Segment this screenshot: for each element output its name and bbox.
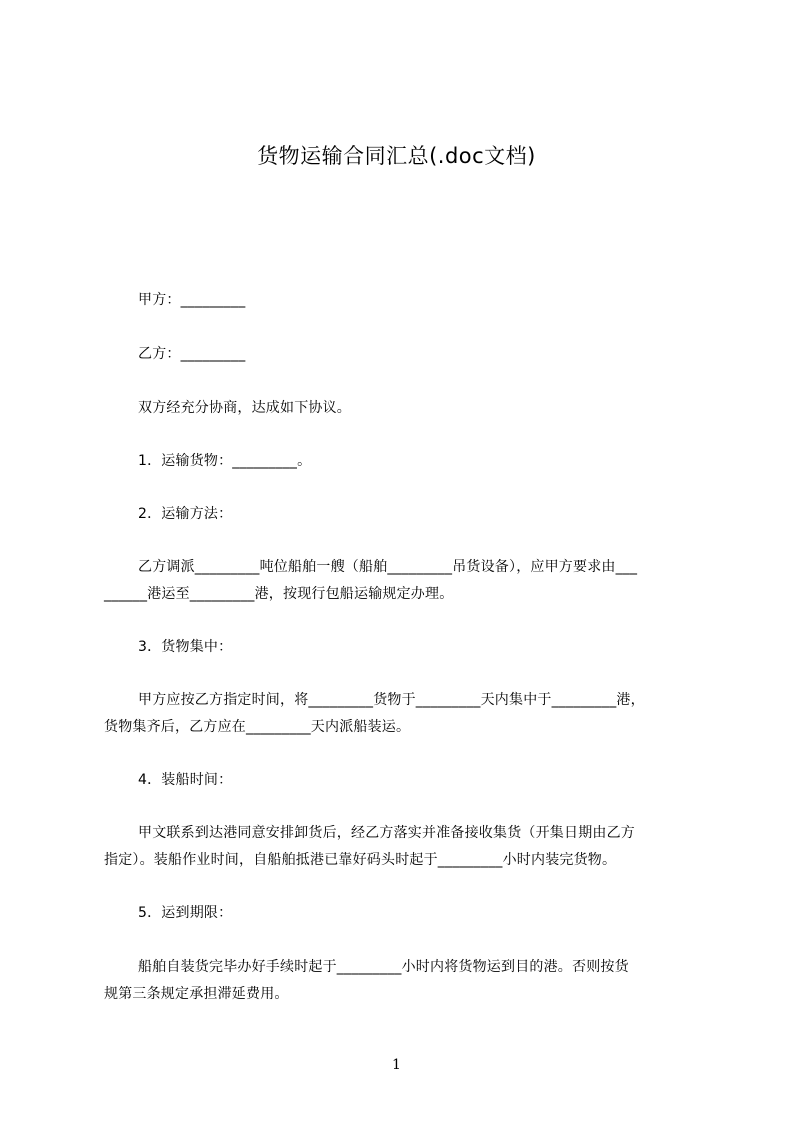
page-number: 1 [392, 1057, 401, 1073]
clause-5-line-2: 规第三条规定承担滞延费用。 [104, 986, 289, 1002]
party-b-line: 乙方：_________ [138, 346, 246, 362]
clause-2-heading: 2．运输方法： [138, 506, 233, 522]
clause-5-heading: 5．运到期限： [138, 905, 233, 921]
clause-4-line-1: 甲文联系到达港同意安排卸货后，经乙方落实并准备接收集货（开集日期由乙方 [138, 825, 635, 841]
intro-paragraph: 双方经充分协商，达成如下协议。 [138, 400, 351, 416]
clause-1-heading: 1．运输货物：_________。 [138, 453, 312, 469]
party-a-line: 甲方：_________ [138, 292, 246, 308]
clause-4-heading: 4．装船时间： [138, 772, 233, 788]
clause-3-heading: 3．货物集中： [138, 639, 233, 655]
clause-4-line-2: 指定）。装船作业时间，自船舶抵港已靠好码头时起于_________小时内装完货物。 [104, 852, 617, 868]
clause-5-line-1: 船舶自装货完毕办好手续时起于_________小时内将货物运到目的港。否则按货 [138, 959, 629, 975]
clause-2-line-2: ______港运至_________港，按现行包船运输规定办理。 [104, 586, 454, 602]
document-title: 货物运输合同汇总(.doc文档) [257, 144, 536, 168]
clause-2-line-1: 乙方调派_________吨位船舶一艘（船舶_________吊货设备），应甲方要求由___ [138, 559, 638, 575]
clause-3-line-1: 甲方应按乙方指定时间，将_________货物于_________天内集中于_________港， [138, 692, 645, 708]
clause-3-line-2: 货物集齐后，乙方应在_________天内派船装运。 [104, 719, 411, 735]
